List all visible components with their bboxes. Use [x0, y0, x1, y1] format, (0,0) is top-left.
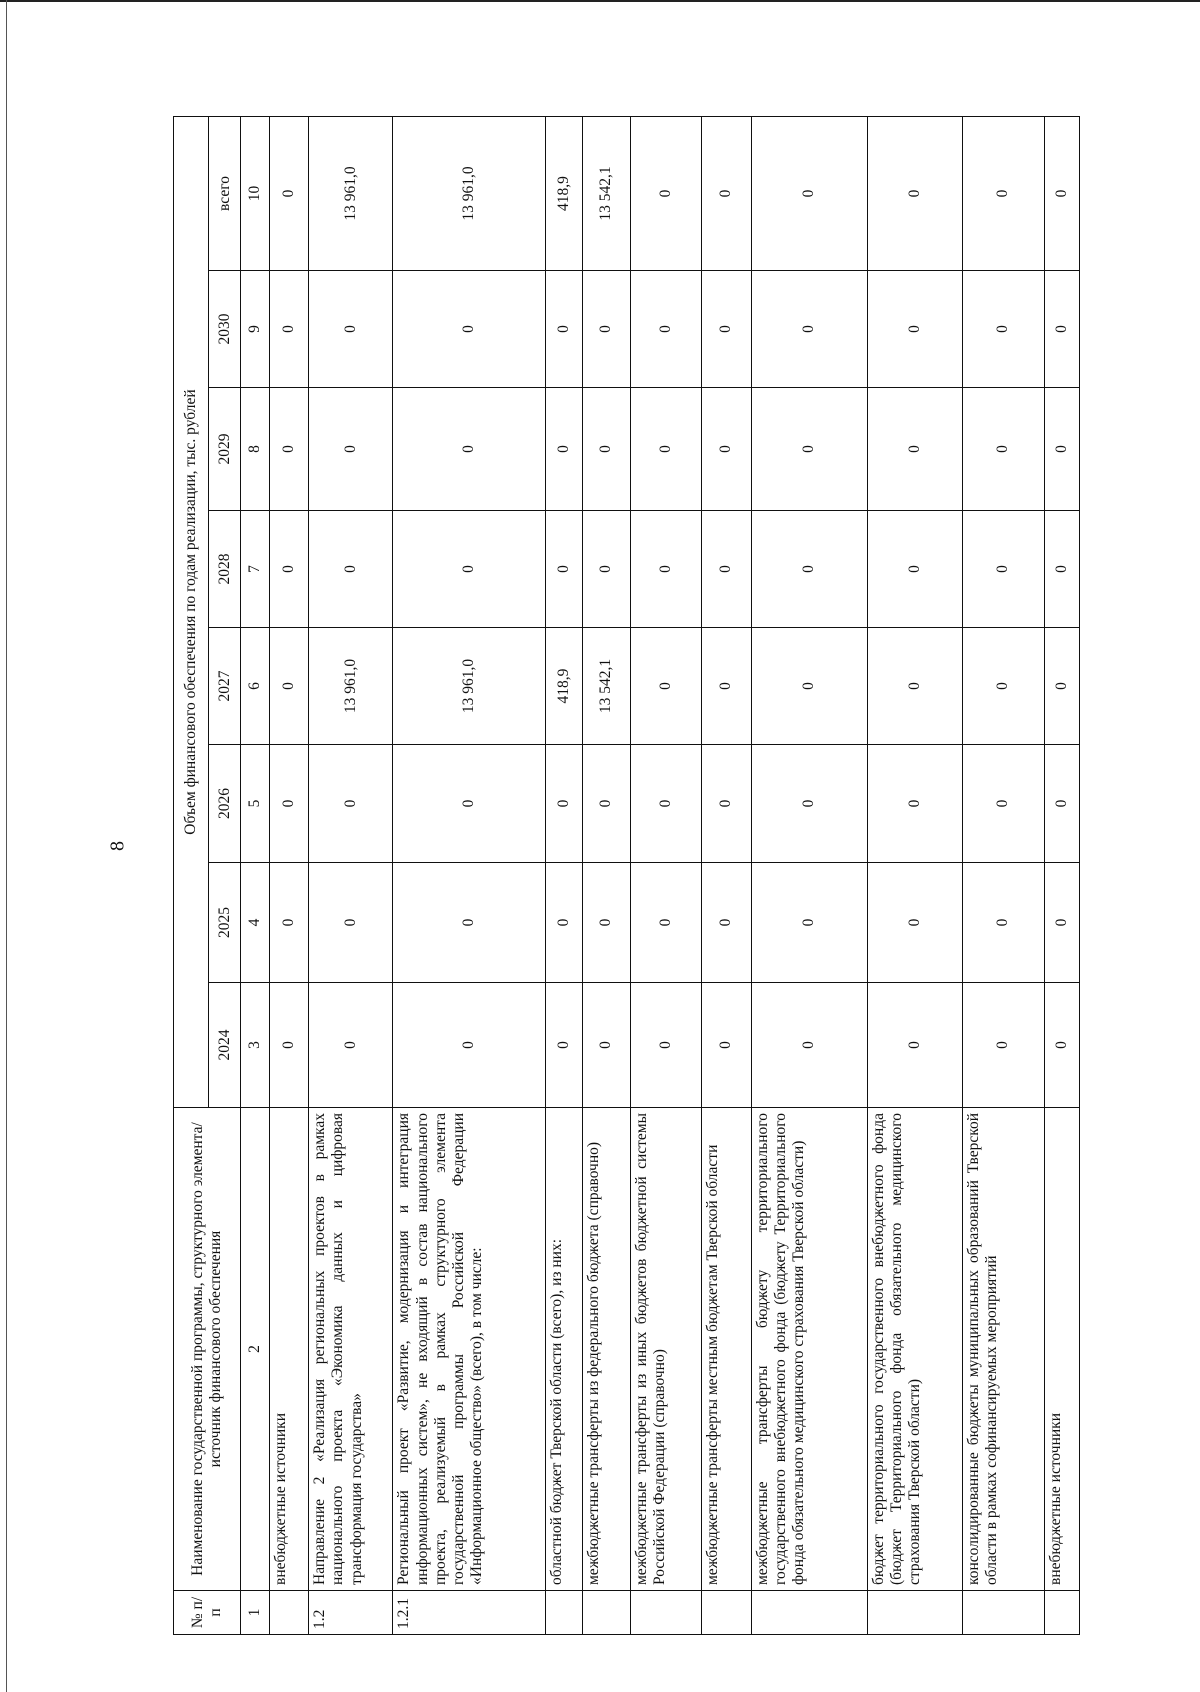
row-value: 0: [393, 271, 546, 388]
row-value: 0: [546, 388, 583, 511]
row-value: 0: [867, 745, 962, 863]
table-row: [630, 117, 702, 1635]
row-value: 13 961,0: [393, 628, 546, 745]
rotated-page-content: [173, 117, 1080, 1635]
table-row: [962, 117, 1044, 1635]
row-name: областной бюджет Тверской области (всего), из них:: [546, 1108, 583, 1591]
header-num: № п/п: [174, 1591, 241, 1635]
row-value: 13 961,0: [308, 628, 392, 745]
row-num: 1.2: [308, 1591, 392, 1635]
row-value: 13 542,1: [583, 628, 630, 745]
row-value: 0: [867, 271, 962, 388]
row-value: 0: [583, 983, 630, 1108]
header-year: 2025: [208, 863, 241, 983]
row-num: [630, 1591, 702, 1635]
table-row: [583, 117, 630, 1635]
row-value: 13 961,0: [308, 117, 392, 271]
row-value: 0: [867, 388, 962, 511]
row-value: 0: [702, 271, 752, 388]
row-value: 0: [583, 511, 630, 628]
row-value: 0: [751, 745, 867, 863]
row-num: [962, 1591, 1044, 1635]
column-number: 10: [241, 117, 269, 271]
row-value: 418,9: [546, 628, 583, 745]
header-year: 2029: [208, 388, 241, 511]
row-value: 0: [630, 388, 702, 511]
row-value: 0: [1045, 271, 1080, 388]
column-number: 3: [241, 983, 269, 1108]
row-value: 0: [308, 271, 392, 388]
row-value: 0: [630, 117, 702, 271]
row-value: 0: [751, 117, 867, 271]
row-value: 0: [702, 628, 752, 745]
row-num: [1045, 1591, 1080, 1635]
row-value: 0: [546, 511, 583, 628]
row-value: 0: [269, 983, 308, 1108]
header-year: 2028: [208, 511, 241, 628]
row-value: 0: [308, 863, 392, 983]
header-name: Наименование государственной программы, структурного элемента/источник финансового обеспечения: [174, 1108, 241, 1591]
row-value: 0: [393, 511, 546, 628]
header-total: всего: [208, 117, 241, 271]
row-num: [583, 1591, 630, 1635]
row-value: 0: [546, 271, 583, 388]
row-value: 0: [867, 863, 962, 983]
table-row: [867, 117, 962, 1635]
row-value: 0: [962, 511, 1044, 628]
header-year: 2027: [208, 628, 241, 745]
row-value: 0: [867, 117, 962, 271]
column-number: 1: [241, 1591, 269, 1635]
row-value: 0: [583, 271, 630, 388]
row-value: 0: [393, 388, 546, 511]
row-value: 0: [269, 628, 308, 745]
row-value: 0: [393, 983, 546, 1108]
table-row: [308, 117, 392, 1635]
row-value: 0: [630, 628, 702, 745]
row-value: 0: [962, 271, 1044, 388]
row-value: 0: [308, 745, 392, 863]
row-value: 0: [269, 388, 308, 511]
row-value: 0: [583, 863, 630, 983]
row-value: 0: [308, 983, 392, 1108]
table-row: [546, 117, 583, 1635]
header-year: 2026: [208, 745, 241, 863]
row-value: 0: [702, 117, 752, 271]
header-volume: Объем финансового обеспечения по годам реализации, тыс. рублей: [174, 117, 209, 1108]
row-value: 0: [269, 511, 308, 628]
row-name: Региональный проект «Развитие, модернизация и интеграция информационных систем», не входящий в состав национального проекта, реализуемый в рамках структурного элемента государственной программы Российской Федерации «Информационное общество» (всего), в том числе:: [393, 1108, 546, 1591]
row-value: 0: [751, 628, 867, 745]
financing-table: [173, 116, 1080, 1635]
column-number: 7: [241, 511, 269, 628]
row-value: 0: [962, 745, 1044, 863]
row-value: 13 961,0: [393, 117, 546, 271]
row-num: [867, 1591, 962, 1635]
row-name: бюджет территориального государственного внебюджетного фонда (бюджет Территориального фонда обязательного медицинского страхования Тверской области): [867, 1108, 962, 1591]
row-value: 0: [393, 745, 546, 863]
row-name: внебюджетные источники: [269, 1108, 308, 1591]
row-value: 0: [867, 511, 962, 628]
row-value: 0: [751, 388, 867, 511]
row-value: 0: [269, 117, 308, 271]
row-value: 0: [702, 863, 752, 983]
row-value: 0: [702, 983, 752, 1108]
row-num: 1.2.1: [393, 1591, 546, 1635]
row-value: 0: [1045, 511, 1080, 628]
row-value: 0: [1045, 628, 1080, 745]
row-num: [546, 1591, 583, 1635]
row-num: [751, 1591, 867, 1635]
row-value: 0: [751, 863, 867, 983]
column-numbers-row: [241, 117, 269, 1635]
row-value: 0: [269, 863, 308, 983]
column-number: 5: [241, 745, 269, 863]
row-value: 0: [1045, 863, 1080, 983]
row-value: 0: [751, 511, 867, 628]
table-row: [1045, 117, 1080, 1635]
row-value: 0: [751, 983, 867, 1108]
row-value: 0: [867, 983, 962, 1108]
scan-top-edge: [0, 0, 1200, 2]
column-number: 9: [241, 271, 269, 388]
table-row: [393, 117, 546, 1635]
page-number: 8: [106, 841, 129, 851]
table-row: [751, 117, 867, 1635]
row-value: 0: [867, 628, 962, 745]
row-value: 0: [630, 271, 702, 388]
row-value: 0: [308, 511, 392, 628]
column-number: 2: [241, 1108, 269, 1591]
row-value: 0: [308, 388, 392, 511]
row-value: 13 542,1: [583, 117, 630, 271]
row-value: 0: [962, 628, 1044, 745]
row-value: 0: [269, 271, 308, 388]
row-value: 0: [630, 511, 702, 628]
column-number: 8: [241, 388, 269, 511]
row-value: 418,9: [546, 117, 583, 271]
row-value: 0: [546, 745, 583, 863]
row-value: 0: [630, 745, 702, 863]
row-num: [269, 1591, 308, 1635]
table-row: [269, 117, 308, 1635]
row-value: 0: [546, 983, 583, 1108]
column-number: 4: [241, 863, 269, 983]
row-value: 0: [962, 983, 1044, 1108]
row-value: 0: [1045, 388, 1080, 511]
row-value: 0: [630, 983, 702, 1108]
header-row-1: [174, 117, 209, 1635]
row-value: 0: [962, 863, 1044, 983]
row-value: 0: [546, 863, 583, 983]
column-number: 6: [241, 628, 269, 745]
row-value: 0: [702, 745, 752, 863]
row-name: внебюджетные источники: [1045, 1108, 1080, 1591]
row-value: 0: [702, 388, 752, 511]
row-value: 0: [583, 388, 630, 511]
row-value: 0: [702, 511, 752, 628]
row-value: 0: [583, 745, 630, 863]
row-value: 0: [962, 117, 1044, 271]
row-value: 0: [393, 863, 546, 983]
row-num: [702, 1591, 752, 1635]
header-year: 2030: [208, 271, 241, 388]
row-name: межбюджетные трансферты местным бюджетам Тверской области: [702, 1108, 752, 1591]
row-value: 0: [1045, 745, 1080, 863]
row-name: Направление 2 «Реализация региональных проектов в рамках национального проекта «Экономика данных и цифровая трансформация государства»: [308, 1108, 392, 1591]
row-value: 0: [1045, 983, 1080, 1108]
row-value: 0: [962, 388, 1044, 511]
table-row: [702, 117, 752, 1635]
scan-left-edge: [6, 0, 7, 1692]
header-year: 2024: [208, 983, 241, 1108]
row-value: 0: [1045, 117, 1080, 271]
row-name: межбюджетные трансферты из иных бюджетов бюджетной системы Российской Федерации (справочно): [630, 1108, 702, 1591]
row-name: консолидированные бюджеты муниципальных образований Тверской области в рамках софинансируемых мероприятий: [962, 1108, 1044, 1591]
row-value: 0: [630, 863, 702, 983]
row-name: межбюджетные трансферты из федерального бюджета (справочно): [583, 1108, 630, 1591]
row-value: 0: [751, 271, 867, 388]
row-value: 0: [269, 745, 308, 863]
row-name: межбюджетные трансферты бюджету территориального государственного внебюджетного фонда (бюджету Территориального фонда обязательного медицинского страхования Тверской области): [751, 1108, 867, 1591]
